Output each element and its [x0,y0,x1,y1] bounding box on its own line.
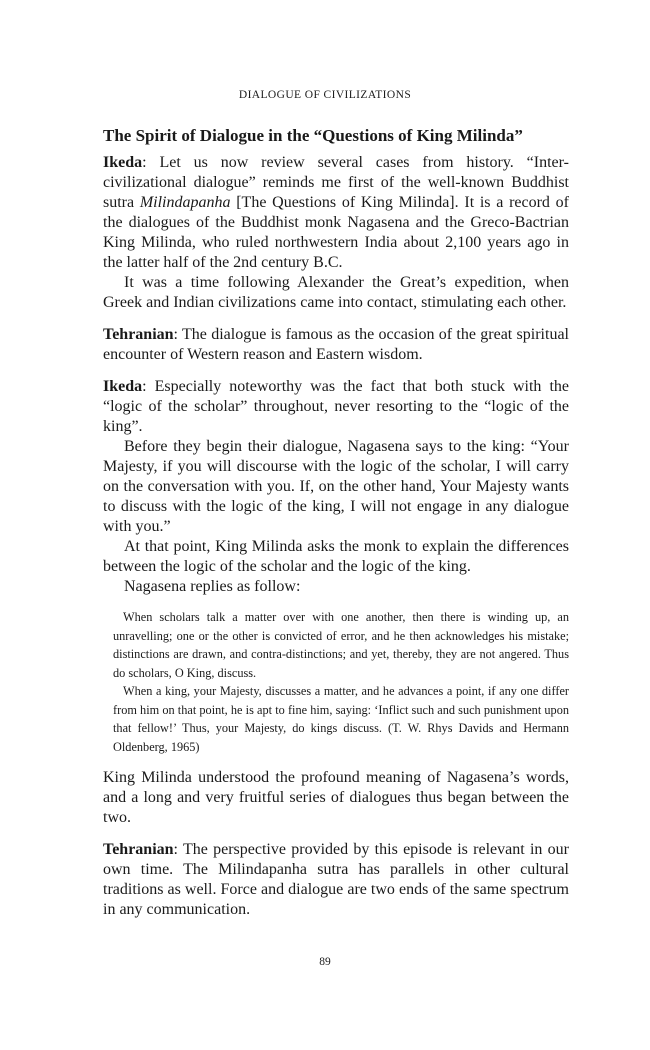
section-title: The Spirit of Dialogue in the “Questions of King Milinda” [103,126,523,145]
paragraph-tehranian-1 [103,325,569,365]
quote-paragraph: When scholars talk a matter over with one another, then there is winding up, an unravelling; one or the other is convicted of error, and he then acknowledges his mistake; distinctions are drawn, and contra-distinctions; and yet, thereby, they are not angered. Thus do scholars, O King, discuss. [113,610,569,680]
block-quote [113,608,569,756]
paragraph-ikeda-1 [103,153,569,273]
paragraph: At that point, King Milinda asks the monk to explain the differences between the logic of the scholar and the logic of the king. [103,538,569,575]
quote-paragraph: When a king, your Majesty, discusses a matter, and he advances a point, if any one differ from him on that point, he is apt to fine him, saying: ‘Inflict such and such punishment upon that fellow!’ Thus, your Majesty, do kings discuss. (T. W. Rhys Davids and Hermann Oldenberg, 1965) [113,684,569,754]
speaker-name: Tehranian [103,326,174,343]
speaker-name: Tehranian [103,841,174,858]
paragraph-text: : Especially noteworthy was the fact that both stuck with the “logic of the scholar” throughout, never resorting to the “logic of the king”. [103,378,569,435]
era-abbreviation: B.C [313,254,339,271]
paragraph: It was a time following Alexander the Great’s expedition, when Greek and Indian civilizations came into contact, stimulating each other. [103,274,569,311]
paragraph-text: [The Questions of King Milinda]. It is a record of the dialogues of the Buddhist monk Nagasena and the Greco-Bactrian King Milinda, who ruled northwestern India about 2,100 years ago in the latter half of the 2nd century [103,194,569,271]
paragraph-text: : Let us now review several cases from history. “Inter-civilizational dialogue” reminds me first of the well-known Buddhist sutra [103,154,569,211]
paragraph: King Milinda understood the profound meaning of Nagasena’s words, and a long and very fruitful series of dialogues thus began between the two. [103,769,569,826]
speaker-name: Ikeda [103,154,143,171]
paragraph: Before they begin their dialogue, Nagasena says to the king: “Your Majesty, if you will discourse with the logic of the scholar, I will carry on the conversation with you. If, on the other hand, Your Majesty wants to discuss with the logic of the king, I will not engage in any dialogue with you.” [103,438,569,535]
paragraph-text: : The dialogue is famous as the occasion of the great spiritual encounter of Western reason and Eastern wisdom. [103,326,569,363]
page-number: 89 [319,956,331,968]
paragraph-ikeda-2 [103,377,569,437]
paragraph: Nagasena replies as follow: [124,578,301,595]
main-text [103,124,569,920]
paragraph-tehranian-2 [103,840,569,920]
speaker-name: Ikeda [103,378,143,395]
running-head: DIALOGUE OF CIVILIZATIONS [238,89,412,101]
paragraph-text: . [338,254,343,271]
sutra-title: Milindapanha [139,194,231,211]
paragraph-text: : The perspective provided by this episode is relevant in our own time. The Milindapanha sutra has parallels in other cultural traditions as well. Force and dialogue are two ends of the same spectrum in any communication. [103,841,569,918]
